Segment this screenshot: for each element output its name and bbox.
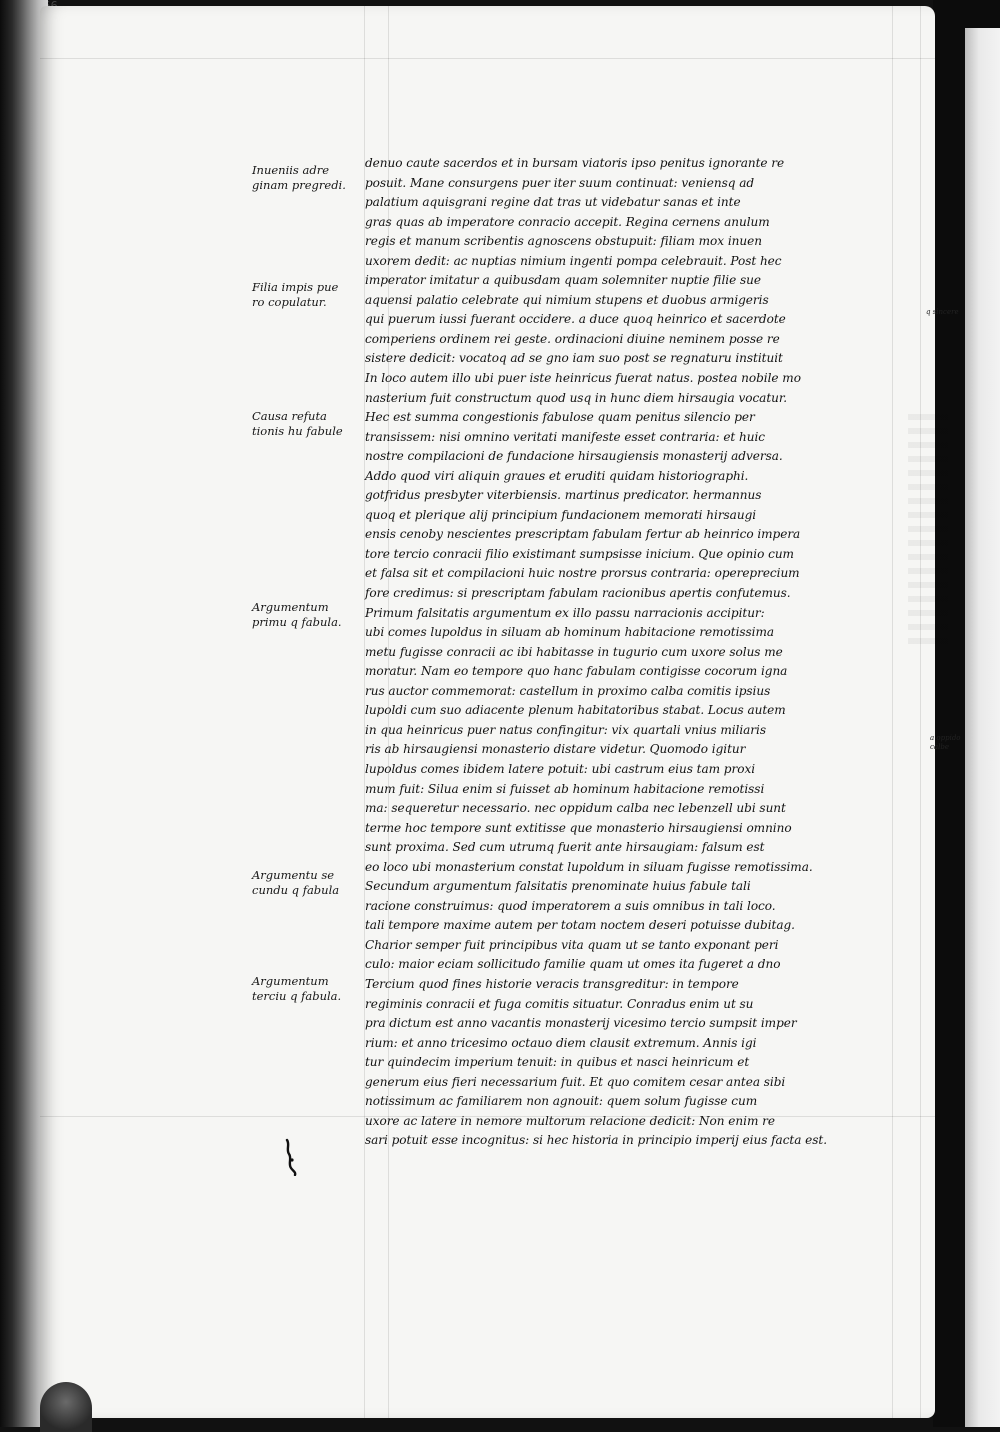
text-line: uxore ac latere in nemore multorum relacione dedicit: Non enim re [365, 1113, 775, 1128]
text-line: ris ab hirsaugiensi monasterio distare videtur. Quomodo igitur [365, 742, 746, 757]
text-line: eo loco ubi monasterium constat lupoldum in siluam fugisse remotissima. [365, 859, 813, 874]
margin-note-line: Argumentu se [252, 868, 335, 882]
text-line: lupoldi cum suo adiacente plenum habitatoribus stabat. Locus autem [365, 703, 786, 718]
text-line: sunt proxima. Sed cum utrumq fuerit ante hirsaugiam: falsum est [365, 840, 765, 855]
text-line: sari potuit esse incognitus: si hec historia in principio imperij eius facta est. [365, 1133, 828, 1148]
text-line: Hec est summa congestionis fabulose quam penitus silencio per [365, 410, 755, 425]
text-line: nostre compilacioni de fundacione hirsaugiensis monasterij adversa. [365, 449, 783, 464]
ruling-line [920, 6, 921, 1418]
margin-note-line: Argumentum [252, 974, 329, 988]
text-line: ensis cenoby nescientes prescriptam fabulam fertur ab heinrico impera [365, 527, 801, 542]
margin-note-line: ro copulatur. [252, 295, 327, 309]
text-line: transissem: nisi omnino veritati manifeste esset contraria: et huic [365, 429, 766, 444]
text-line: rus auctor commemorat: castellum in proximo calba comitis ipsius [365, 683, 771, 698]
next-leaf-edge [965, 28, 1000, 1427]
text-line: Charior semper fuit principibus vita quam ut se tanto exponant peri [365, 937, 779, 952]
margin-note-line: tionis hu fabule [252, 424, 343, 438]
text-line: posuit. Mane consurgens puer iter suum continuat: veniensq ad [365, 175, 755, 190]
margin-note-line: cundu q fabula [252, 883, 340, 897]
text-line: notissimum ac familiarem non agnouit: quem solum fugisse cum [365, 1094, 758, 1109]
margin-note-line: Argumentum [252, 600, 329, 614]
text-line: moratur. Nam eo tempore quo hanc fabulam contigisse cocorum igna [365, 664, 788, 679]
text-line: tore tercio conracii filio existimant sumpsisse inicium. Que opinio cum [365, 546, 794, 561]
text-line: lupoldus comes ibidem latere potuit: ubi castrum eius tam proxi [365, 761, 756, 776]
text-line: quoq et plerique alij principium fundacionem memorati hirsaugi [365, 507, 757, 522]
margin-note-line: Inueniis adre [252, 163, 330, 177]
text-line: In loco autem illo ubi puer iste heinricus fuerat natus. postea nobile mo [365, 371, 801, 386]
text-line: culo: maior eciam sollicitudo familie quam ut omes ita fugeret a dno [365, 957, 781, 972]
margin-note-line: q sincere [926, 308, 959, 316]
margin-note [252, 280, 364, 310]
text-line: metu fugisse conracii ac ibi habitasse in tugurio cum uxore solus me [365, 644, 783, 659]
margin-note [252, 868, 364, 898]
text-line: ma: sequeretur necessario. nec oppidum calba nec lebenzell ubi sunt [365, 801, 786, 816]
margin-note [252, 600, 364, 630]
text-line: gras quas ab imperatore conracio accepit. Regina cernens anulum [365, 214, 770, 229]
margin-note [252, 409, 364, 439]
text-line: gotfridus presbyter viterbiensis. martinus predicator. hermannus [365, 488, 762, 503]
text-line: in qua heinricus puer natus confingitur: vix quartali vnius miliaris [365, 722, 766, 737]
text-line: rium: et anno tricesimo octauo diem clausit extremum. Annis igi [365, 1035, 757, 1050]
text-line: uxorem dedit: ac nuptias nimium ingenti pompa celebrauit. Post hec [365, 253, 782, 268]
margin-note-right [930, 734, 970, 752]
margin-note-line: Filia impis pue [252, 280, 339, 294]
text-line: regiminis conracii et fuga comitis situatur. Conradus enim ut su [365, 996, 754, 1011]
text-line: et falsa sit et compilacioni huic nostre prorsus contraria: opereprecium [365, 566, 800, 581]
margin-note-line: primu q fabula. [252, 615, 342, 629]
margin-note-right [926, 308, 966, 317]
text-line: regis et manum scribentis agnoscens obstupuit: filiam mox inuen [365, 234, 762, 249]
text-line: tur quindecim imperium tenuit: in quibus et nasci heinricum et [365, 1055, 750, 1070]
text-line: qui puerum iussi fuerant occidere. a duce quoq heinrico et sacerdote [365, 312, 786, 327]
manuscript-body-text [365, 154, 900, 1151]
text-line: comperiens ordinem rei geste. ordinacioni diuine neminem posse re [365, 331, 780, 346]
margin-note-line: terciu q fabula. [252, 989, 342, 1003]
text-line: tali tempore maxime autem per totam noctem deseri potuisse dubitag. [365, 918, 795, 933]
text-line: mum fuit: Silua enim si fuisset ab hominum habitacione remotissi [365, 781, 765, 796]
text-line: pra dictum est anno vacantis monasterij vicesimo tercio sumpsit imper [365, 1016, 797, 1031]
text-line: generum eius fieri necessarium fuit. Et quo comitem cesar antea sibi [365, 1074, 786, 1089]
text-line: Tercium quod fines historie veracis transgreditur: in tempore [365, 976, 739, 991]
text-line: Secundum argumentum falsitatis prenominate huius fabule tali [365, 879, 751, 894]
margin-note-line: calbe [930, 743, 949, 751]
reader-thumb [40, 1382, 92, 1432]
text-line: ubi comes lupoldus in siluam ab hominum habitacione remotissima [365, 625, 775, 640]
text-line: nasterium fuit constructum quod usq in hunc diem hirsaugia vocatur. [365, 390, 788, 405]
margin-note-line: a oppido [930, 734, 961, 742]
ink-blot [284, 1138, 298, 1176]
ruling-line [40, 58, 935, 59]
text-line: aquensi palatio celebrate qui nimium stupens et duobus armigeris [365, 292, 769, 307]
text-line: Addo quod viri aliquin graues et eruditi quidam historiographi. [365, 468, 749, 483]
margin-note [252, 974, 364, 1004]
text-line: Primum falsitatis argumentum ex illo passu narracionis accipitur: [365, 605, 765, 620]
text-line: denuo caute sacerdos et in bursam viatoris ipso penitus ignorante re [365, 156, 785, 170]
margin-note-line: Causa refuta [252, 409, 327, 423]
ink-bleed-through [908, 414, 948, 644]
margin-note [252, 163, 364, 193]
text-line: sistere dedicit: vocatoq ad se gno iam suo post se regnaturu instituit [365, 351, 783, 366]
text-line: racione construimus: quod imperatorem a suis omnibus in tali loco. [365, 898, 776, 913]
margin-note-line: ginam pregredi. [252, 178, 346, 192]
text-line: palatium aquisgrani regine dat tras ut videbatur sanas et inte [365, 195, 741, 210]
text-line: fore credimus: si prescriptam fabulam racionibus apertis confutemus. [365, 586, 791, 601]
text-line: imperator imitatur a quibusdam quam solemniter nuptie filie sue [365, 273, 761, 288]
text-line: terme hoc tempore sunt extitisse que monasterio hirsaugiensi omnino [365, 820, 792, 835]
